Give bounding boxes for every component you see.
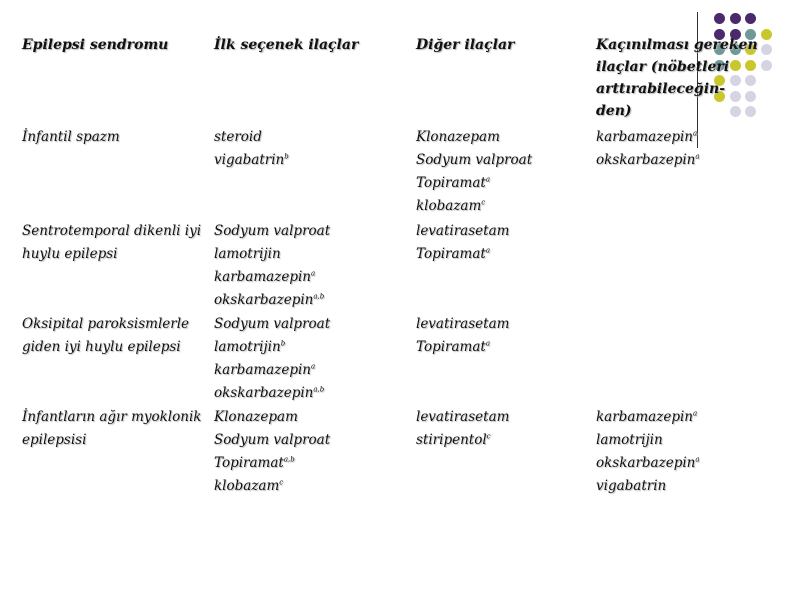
other-cell <box>416 220 509 266</box>
avoid-cell <box>596 126 700 172</box>
decorative-dot <box>745 13 756 24</box>
drug-name: Sodyum valproat <box>214 432 331 448</box>
footnote-marker: a <box>692 409 698 418</box>
drug-name: vigabatrin$^b$ <box>214 152 289 168</box>
syndrome-line: giden iyi huylu epilepsi <box>22 339 181 355</box>
header-avoid-line: ilaçlar (nöbetleri <box>596 59 730 75</box>
syndrome-line: epilepsisi <box>22 432 87 448</box>
footnote-marker: a <box>310 269 316 278</box>
syndrome-cell <box>22 126 120 149</box>
syndrome-cell <box>22 313 189 359</box>
drug-name: steroid <box>214 129 262 145</box>
footnote-marker: a <box>695 455 700 464</box>
syndrome-line: İnfantların ağır myoklonik <box>22 409 202 425</box>
header-other-drugs: Diğer ilaçlar <box>416 37 515 53</box>
drug-name: lamotrijin <box>596 432 663 448</box>
drug-name: Klonazepam <box>416 129 500 145</box>
drug-name: karbamazepin$^a$ <box>596 409 698 425</box>
drug-name: vigabatrin <box>596 478 667 494</box>
avoid-cell <box>596 406 700 498</box>
footnote-marker: c <box>481 198 486 207</box>
footnote-marker: a <box>695 152 700 161</box>
drug-name: Sodyum valproat <box>214 223 331 239</box>
drug-name: karbamazepin$^a$ <box>214 362 316 378</box>
syndrome-line: Oksipital paroksismlerle <box>22 316 190 332</box>
footnote-marker: c <box>486 432 491 441</box>
drug-name: Topiramat$^a$ <box>416 246 491 262</box>
header-first-choice: İlk seçenek ilaçlar <box>214 37 359 53</box>
drug-name: klobazam$^c$ <box>214 478 284 494</box>
footnote-marker: a <box>692 129 698 138</box>
other-cell <box>416 313 509 359</box>
footnote-marker: a <box>485 339 491 348</box>
footnote-marker: a <box>485 175 491 184</box>
drug-name: Topiramat$^a$ <box>416 175 491 191</box>
drug-name: okskarbazepin$^a$ <box>596 152 700 168</box>
drug-name: karbamazepin$^a$ <box>596 129 698 145</box>
syndrome-line: İnfantil spazm <box>22 129 120 145</box>
drug-name: Klonazepam <box>214 409 298 425</box>
header-avoid-line: arttırabileceğin- <box>596 81 726 97</box>
drug-name: okskarbazepin$^{a,b}$ <box>214 385 325 401</box>
other-cell <box>416 406 509 452</box>
decorative-dot <box>730 13 741 24</box>
syndrome-line: Sentrotemporal dikenli iyi <box>22 223 202 239</box>
header-avoid-line: Kaçınılması gereken <box>596 37 758 53</box>
drug-name: levatirasetam <box>416 223 510 239</box>
drug-name: Topiramat$^a$ <box>416 339 491 355</box>
drug-name: Sodyum valproat <box>416 152 533 168</box>
header-avoid-drugs <box>596 34 800 122</box>
drug-name: lamotrijin <box>214 246 281 262</box>
syndrome-cell <box>22 220 201 266</box>
drug-name: okskarbazepin$^a$ <box>596 455 700 471</box>
drug-name: Sodyum valproat <box>214 316 331 332</box>
first-choice-cell <box>214 220 330 312</box>
footnote-marker: a,b <box>313 292 325 301</box>
header-syndrome: Epilepsi sendromu <box>22 37 169 53</box>
first-choice-cell <box>214 313 330 405</box>
drug-name: levatirasetam <box>416 316 510 332</box>
footnote-marker: a <box>310 362 316 371</box>
syndrome-line: huylu epilepsi <box>22 246 118 262</box>
drug-name: klobazam$^c$ <box>416 198 486 214</box>
drug-name: okskarbazepin$^{a,b}$ <box>214 292 325 308</box>
drug-name: stiripentol$^c$ <box>416 432 491 448</box>
other-cell <box>416 126 532 218</box>
first-choice-cell <box>214 406 330 498</box>
drug-name: levatirasetam <box>416 409 510 425</box>
footnote-marker: a,b <box>313 385 325 394</box>
drug-name: lamotrijin$^b$ <box>214 339 286 355</box>
footnote-marker: b <box>280 339 286 348</box>
footnote-marker: a <box>485 246 491 255</box>
header-avoid-line: den) <box>596 103 632 119</box>
drug-name: Topiramat$^{a,b}$ <box>214 455 295 471</box>
decorative-dot <box>714 13 725 24</box>
footnote-marker: b <box>284 152 289 161</box>
footnote-marker: a,b <box>283 455 295 464</box>
drug-name: karbamazepin$^a$ <box>214 269 316 285</box>
footnote-marker: c <box>279 478 284 487</box>
first-choice-cell <box>214 126 289 172</box>
syndrome-cell <box>22 406 201 452</box>
